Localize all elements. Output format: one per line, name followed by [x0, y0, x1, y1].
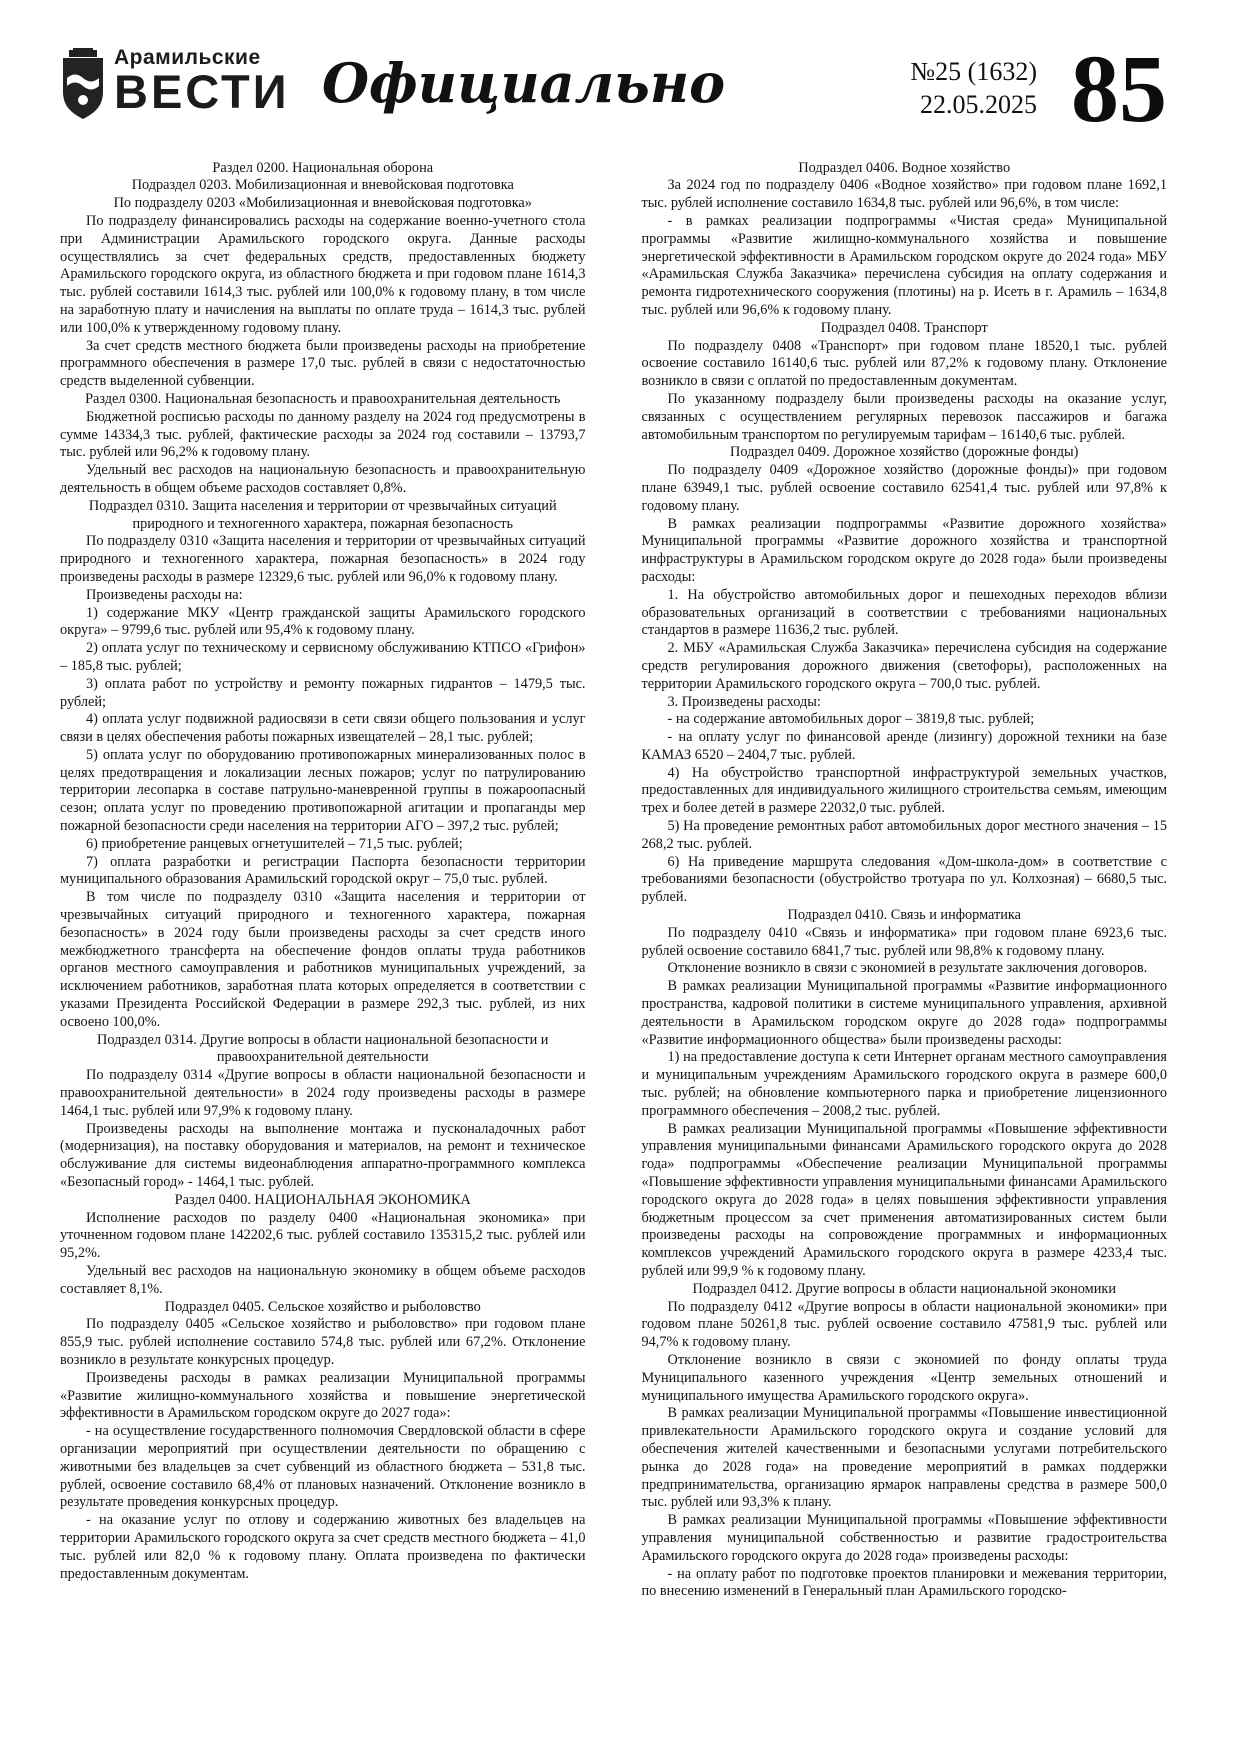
section-heading: Подраздел 0406. Водное хозяйство	[798, 159, 1011, 176]
body-paragraph: - на содержание автомобильных дорог – 3819,8 тыс. рублей;	[667, 711, 1035, 728]
body-paragraph: По подразделу 0412 «Другие вопросы в области национальной экономики» при годовом плане 50261,8 тыс. рублей освоение составило 47581,9 тыс. рублей или 94,7% к годовому плану.	[641, 1298, 1167, 1351]
body-paragraph: 1) содержание МКУ «Центр гражданской защиты Арамильского городского округа» – 9799,6 тыс. рублей или 95,4% к годовому плану.	[60, 604, 586, 639]
body-paragraph: 5) На проведение ремонтных работ автомобильных дорог местного значения – 15 268,2 тыс. рублей.	[641, 818, 1167, 852]
left-column	[60, 160, 586, 1602]
issue-info	[910, 56, 1037, 121]
body-paragraph: 1) на предоставление доступа к сети Интернет органам местного самоуправления и муниципальным учреждениям Арамильского городского округа в размере 600,0 тыс. рублей; на обновление компьютерного парка и приобретение лицензионного программного обеспечения – 2008,2 тыс. рублей.	[641, 1049, 1167, 1119]
body-paragraph: Произведены расходы в рамках реализации Муниципальной программы «Развитие жилищно-коммунального хозяйства и повышение энергетической эффективности в Арамильском городском округе до 2027 года»:	[60, 1369, 586, 1422]
body-paragraph: Исполнение расходов по разделу 0400 «Национальная экономика» при уточненном годовом плане 142202,6 тыс. рублей составило 135315,2 тыс. рублей или 95,2%.	[60, 1209, 586, 1262]
body-paragraph: - на оказание услуг по отлову и содержанию животных без владельцев на территории Арамильского городского округа за счет средств местного бюджета – 41,0 тыс. рублей или 82,0 % к годовому плану. Оплата произведена по фактически предоставленным документам.	[60, 1512, 586, 1582]
body-paragraph: За 2024 год по подразделу 0406 «Водное хозяйство» при годовом плане 1692,1 тыс. рублей исполнение составило 1634,8 тыс. рублей или 96,6%, в том числе:	[641, 177, 1167, 212]
body-paragraph: Удельный вес расходов на национальную экономику в общем объеме расходов составляет 8,1%.	[60, 1263, 586, 1297]
body-paragraph: По подразделу 0410 «Связь и информатика» при годовом плане 6923,6 тыс. рублей освоение составило 6841,7 тыс. рублей или 98,8% к годовому плану.	[641, 924, 1167, 959]
section-heading: Раздел 0300. Национальная безопасность и правоохранительная деятельность	[85, 390, 561, 407]
body-paragraph: 4) На обустройство транспортной инфраструктурой земельных участков, предоставленных для индивидуального жилищного строительства семьям, имеющим трех и более детей в размере 22032,0 тыс. рублей.	[641, 764, 1167, 817]
body-paragraph: - в рамках реализации подпрограммы «Чистая среда» Муниципальной программы «Развитие жилищно-коммунального хозяйства и повышение энергетической эффективности в Арамильском городском округе до 2024 года» МБУ «Арамильская Служба Заказчика» перечислена субсидия на оплату содержания и ремонта гидротехнического сооружения (плотины) на р. Исеть в г. Арамиль – 1634,8 тыс. рублей или 96,6% к годовому плану.	[641, 212, 1167, 318]
body-paragraph: - на оплату работ по подготовке проектов планировки и межевания территории, по внесению изменений в Генеральный план Арамильского городско-	[641, 1565, 1167, 1600]
body-paragraph: Отклонение возникло в связи с экономией в результате заключения договоров.	[667, 960, 1148, 977]
section-heading: Подраздел 0412. Другие вопросы в области национальной экономики	[692, 1280, 1116, 1297]
body-paragraph: В рамках реализации Муниципальной программы «Развитие информационного пространства, кадровой политики в системе муниципального управления, архивной деятельности в Арамильском городском округе до 2028 года» подпрограммы «Развитие информационного общества» были произведены расходы:	[641, 978, 1167, 1048]
section-heading: Подраздел 0409. Дорожное хозяйство (дорожные фонды)	[730, 444, 1079, 461]
issue-number: №25 (1632)	[910, 57, 1037, 86]
section-heading: Подраздел 0410. Связь и информатика	[787, 907, 1021, 924]
body-paragraph: В рамках реализации Муниципальной программы «Повышение эффективности управления муниципальными финансами Арамильского городского округа до 2028 года» подпрограммы «Обеспечение реализации Муниципальной программы «Повышение эффективности управления муниципальными финансами Арамильского городского округа до 2028 года» в целях повышения эффективности управления бюджетным процессом за счет применения автоматизированных систем были произведены расходы на сопровождение программных и информационных комплексов учреждений Арамильского городского округа в размере 4233,4 тыс. рублей или 99,9 % к годовому плану.	[641, 1120, 1167, 1279]
body-paragraph: - на оплату услуг по финансовой аренде (лизингу) дорожной техники на базе КАМАЗ 6520 – 2404,7 тыс. рублей.	[641, 729, 1167, 763]
brand-wordmark	[114, 46, 290, 118]
body-paragraph: По указанному подразделу были произведены расходы на оказание услуг, связанных с осуществлением регулярных перевозок пассажиров и багажа автомобильным транспортом по регулируемым тарифам – 16140,6 тыс. рублей.	[641, 390, 1167, 443]
brand-name-bottom: ВЕСТИ	[114, 65, 290, 118]
body-paragraph: 6) приобретение ранцевых огнетушителей – 71,5 тыс. рублей;	[86, 835, 463, 852]
section-heading: По подразделу 0203 «Мобилизационная и вневойсковая подготовка»	[113, 195, 532, 212]
body-paragraph: В том числе по подразделу 0310 «Защита населения и территории от чрезвычайных ситуаций природного и техногенного характера, пожарная безопасность» в 2024 году были произведены расходы за счет средств иного межбюджетного трансферта на обеспечение фондов оплаты труда работников органов местного самоуправления и работников муниципальных учреждений, за исключением работников, заработная плата которых определяется в соответствии с указами Президента Российской Федерации в размере 292,3 тыс. рублей, из них освоено 100,0%.	[60, 889, 586, 1030]
brand-name-top: Арамильские	[114, 46, 261, 69]
section-heading: Подраздел 0203. Мобилизационная и вневойсковая подготовка	[131, 177, 514, 194]
body-paragraph: 3) оплата работ по устройству и ремонту пожарных гидрантов – 1479,5 тыс. рублей;	[60, 675, 586, 710]
issue-date: 22.05.2025	[920, 89, 1037, 119]
body-paragraph: 6) На приведение маршрута следования «Дом-школа-дом» в соответствие с требованиями безопасности (обустройство тротуара по ул. Колхозная) – 6680,5 тыс. рублей.	[641, 853, 1167, 906]
body-paragraph: 3. Произведены расходы:	[667, 693, 821, 710]
body-paragraph: Бюджетной росписью расходы по данному разделу на 2024 год предусмотрены в сумме 14334,3 тыс. рублей, фактические расходы за 2024 год составили – 13793,7 тыс. рублей или 96,2% к годовому плану.	[60, 408, 586, 461]
newspaper-logo	[60, 46, 310, 122]
body-paragraph: В рамках реализации Муниципальной программы «Повышение инвестиционной привлекательности Арамильского городского округа и создание условий для обеспечения жителей качественными и безопасными услугами потребительского рынка до 2028 года» на проведение мероприятий в рамках поддержки предпринимательства, организацию ярмарок направлены средства в размере 500,0 тыс. рублей или 93,3% к плану.	[641, 1405, 1167, 1511]
body-paragraph: 1. На обустройство автомобильных дорог и пешеходных переходов вблизи образовательных организаций в соответствии с требованиями национальных стандартов в размере 11636,2 тыс. рублей.	[641, 586, 1167, 639]
section-heading: Подраздел 0405. Сельское хозяйство и рыболовство	[164, 1298, 481, 1315]
section-heading: Подраздел 0310. Защита населения и территории от чрезвычайных ситуаций природного и техногенного характера, пожарная безопасность	[88, 497, 557, 532]
body-paragraph: Удельный вес расходов на национальную безопасность и правоохранительную деятельность в общем объеме расходов составляет 0,8%.	[60, 462, 586, 496]
body-paragraph: За счет средств местного бюджета были произведены расходы на приобретение программного обеспечения в размере 17,0 тыс. рублей в связи с недостаточностью средств выделенной субвенции.	[60, 337, 586, 390]
section-heading: Подраздел 0314. Другие вопросы в области национальной безопасности и правоохранительной деятельности	[97, 1031, 549, 1066]
city-emblem-icon	[60, 48, 106, 122]
body-paragraph: 4) оплата услуг подвижной радиосвязи в сети связи общего пользования и услуг связи в целях обеспечения работы пожарных извещателей – 28,1 тыс. рублей;	[60, 711, 586, 746]
body-paragraph: По подразделу 0409 «Дорожное хозяйство (дорожные фонды)» при годовом плане 63949,1 тыс. рублей освоение составило 62541,4 тыс. рублей или 97,8% к годовому плану.	[641, 462, 1167, 514]
body-paragraph: Произведены расходы на выполнение монтажа и пусконаладочных работ (модернизация), на поставку оборудования и материалов, на ремонт и техническое обслуживание для системы видеонаблюдения аппаратно-программного комплекса «Безопасный город» - 1464,1 тыс. рублей.	[60, 1120, 586, 1191]
body-paragraph: В рамках реализации подпрограммы «Развитие дорожного хозяйства» Муниципальной программы «Развитие дорожного хозяйства и транспортной инфраструктуры в Арамильском городском округе до 2028 года» были произведены расходы:	[641, 515, 1167, 585]
right-column	[642, 160, 1168, 1602]
body-paragraph: - на осуществление государственного полномочия Свердловской области в сфере организации мероприятий при осуществлении деятельности по обращению с животными без владельцев за счет субвенций из областного бюджета – 531,8 тыс. рублей, освоение составило 68,4% от плановых назначений. Отклонение возникло в результате проведения конкурсных процедур.	[60, 1423, 586, 1511]
section-heading: Раздел 0400. НАЦИОНАЛЬНАЯ ЭКОНОМИКА	[174, 1191, 471, 1208]
body-paragraph: По подразделу 0405 «Сельское хозяйство и рыболовство» при годовом плане 855,9 тыс. рублей исполнение составило 574,8 тыс. рублей или 67,2%. Отклонение возникло в результате конкурсных процедур.	[60, 1316, 586, 1368]
body-paragraph: 7) оплата разработки и регистрации Паспорта безопасности территории муниципального образования Арамильский городской округ – 75,0 тыс. рублей.	[60, 853, 586, 888]
section-heading: Раздел 0200. Национальная оборона	[212, 159, 434, 176]
body-paragraph: 2) оплата услуг по техническому и сервисному обслуживанию КТПСО «Грифон» – 185,8 тыс. рублей;	[60, 640, 586, 674]
body-paragraph: По подразделу 0408 «Транспорт» при годовом плане 18520,1 тыс. рублей освоение составило 16140,6 тыс. рублей или 87,2% к годовому плану. Отклонение возникло в связи с оплатой по предоставленным документам.	[641, 337, 1167, 390]
article-body	[60, 160, 1167, 1602]
body-paragraph: Произведены расходы на:	[86, 586, 243, 603]
body-paragraph: 5) оплата услуг по оборудованию противопожарных минерализованных полос в целях предотвращения и локализации лесных пожаров; услуг по патрулированию территории лесопарка в составе патрульно-маневренной группы в пожароопасный сезон; оплата услуг по проведению противопожарной агитации и пропаганды мер пожарной безопасности среди населения на территории АГО – 397,2 тыс. рублей;	[60, 746, 586, 835]
body-paragraph: По подразделу финансировались расходы на содержание военно-учетного стола при Администрации Арамильского городского округа. Данные расходы осуществлялись за счет федеральных средств, предоставленных бюджету Арамильского городского округа, из областного бюджета и при годовом плане 1614,3 тыс. рублей составили 1614,3 тыс. рублей или 100,0% к годовому плану, в том числе на заработную плату и начисления на выплаты по оплате труда – 1614,3 тыс. рублей или 100,0% к утвержденному годовому плану.	[60, 212, 586, 336]
section-title: Официально	[322, 51, 726, 115]
page-header	[60, 35, 1167, 142]
page-number: 85	[1071, 35, 1167, 142]
body-paragraph: В рамках реализации Муниципальной программы «Повышение эффективности управления муниципальной собственностью и развитие градостроительства Арамильского городского округа до 2028 года» произведены расходы:	[641, 1512, 1167, 1564]
body-paragraph: 2. МБУ «Арамильская Служба Заказчика» перечислена субсидия на содержание средств регулирования дорожного движения (светофоры), расположенных на территории Арамильского городского округа – 700,0 тыс. рублей.	[641, 640, 1167, 692]
body-paragraph: Отклонение возникло в связи с экономией по фонду оплаты труда Муниципального казенного учреждения «Центр земельных отношений и муниципального имущества Арамильского городского округа».	[641, 1351, 1167, 1404]
section-heading: Подраздел 0408. Транспорт	[820, 319, 988, 336]
body-paragraph: По подразделу 0310 «Защита населения и территории от чрезвычайных ситуаций природного и техногенного характера, пожарная безопасность» в 2024 году произведены расходы в размере 12329,6 тыс. рублей или 96,0% к годовому плану.	[60, 533, 586, 585]
body-paragraph: По подразделу 0314 «Другие вопросы в области национальной безопасности и правоохранительной деятельности» в 2024 году произведены расходы в размере 1464,1 тыс. рублей или 97,9% к годовому плану.	[60, 1067, 586, 1119]
